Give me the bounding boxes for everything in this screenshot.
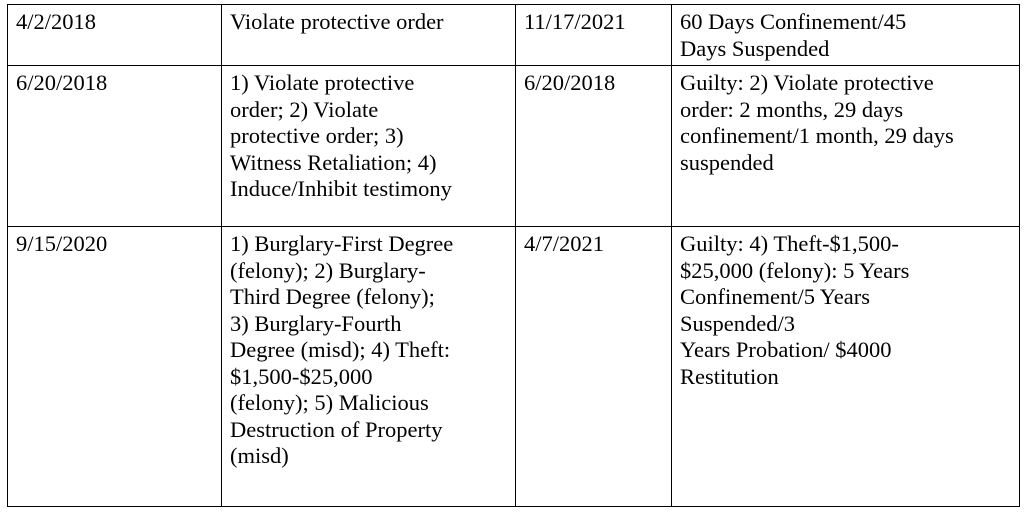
disposition-cell: Guilty: 4) Theft-$1,500- $25,000 (felony): 5 Years Confinement/5 Years Suspended/3 Years Probation/ $4000 Restitution: [672, 227, 1020, 507]
charges-cell: 1) Violate protective order; 2) Violate protective order; 3) Witness Retaliation; 4) Induce/Inhibit testimony: [222, 66, 516, 227]
disposition-cell: 60 Days Confinement/45 Days Suspended: [672, 5, 1020, 66]
charges-cell: Violate protective order: [222, 5, 516, 66]
disposition-date-cell: 11/17/2021: [516, 5, 672, 66]
table-row: [8, 5, 1020, 66]
disposition-date-cell: 4/7/2021: [516, 227, 672, 507]
offense-date-cell: 9/15/2020: [8, 227, 222, 507]
disposition-date-cell: 6/20/2018: [516, 66, 672, 227]
offense-date-cell: 6/20/2018: [8, 66, 222, 227]
case-history-table: [7, 4, 1020, 507]
charges-cell: 1) Burglary-First Degree (felony); 2) Burglary- Third Degree (felony); 3) Burglary-Fourth Degree (misd); 4) Theft: $1,500-$25,000 (felony); 5) Malicious Destruction of Property (misd): [222, 227, 516, 507]
table-row: [8, 66, 1020, 227]
disposition-cell: Guilty: 2) Violate protective order: 2 months, 29 days confinement/1 month, 29 days suspended: [672, 66, 1020, 227]
table-row: [8, 227, 1020, 507]
offense-date-cell: 4/2/2018: [8, 5, 222, 66]
